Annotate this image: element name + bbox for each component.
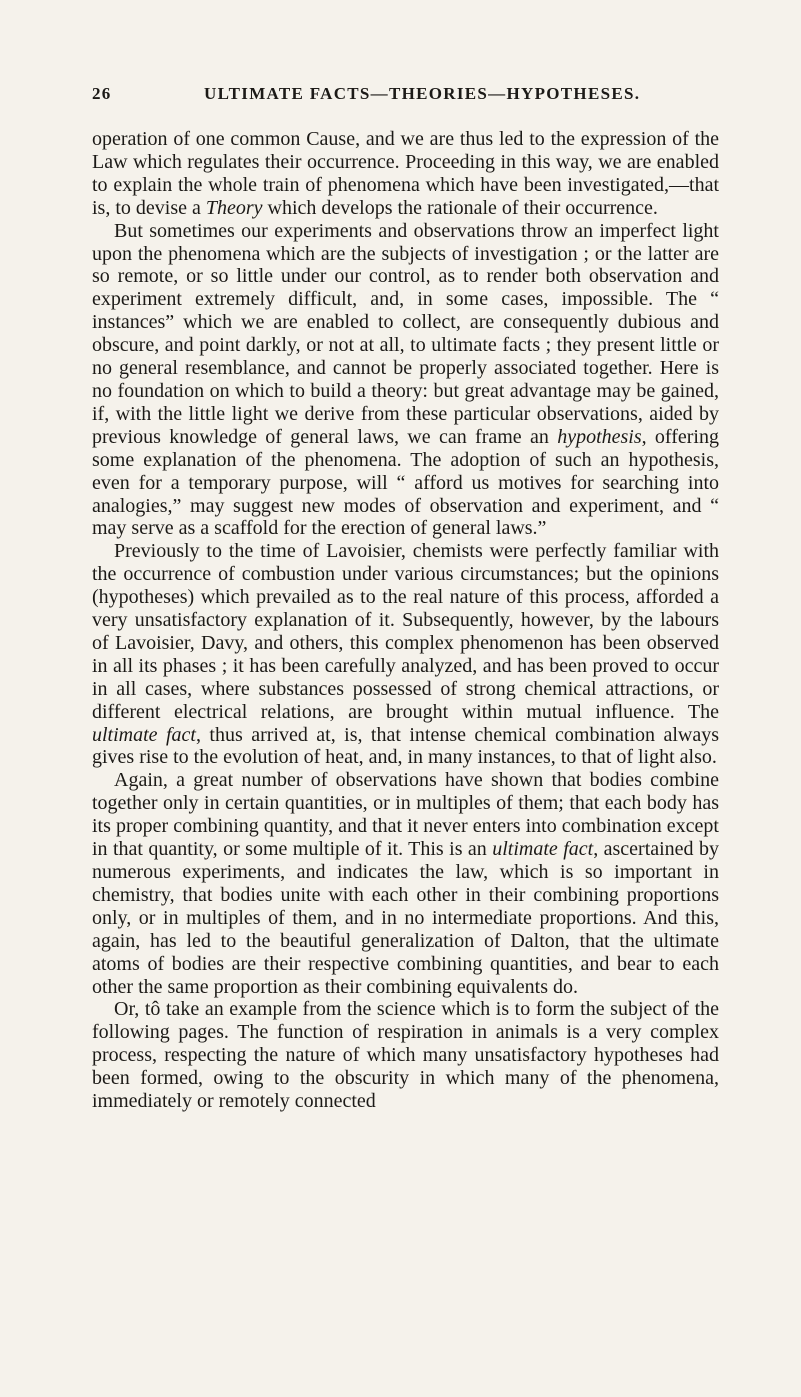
text-run: , ascertained by numerous experiments, and indicates the law, which is so important in chemistry, that bodies unite with each other in their combining proportions only, or in multiples of them, and in no intermediate proportions. And this, again, has led to the beautiful generalization of Dalton, that the ultimate atoms of bodies are their respective combining quantities, and bear to each other the same proportion as their combining equivalents do. xyxy=(92,838,719,998)
italic-term-hypothesis: hypothesis xyxy=(557,425,642,448)
text-run: , offering some explanation of the phenomena. The adoption of such an hypothesis, even for a temporary purpose, will “ afford us motives for searching into analogies,” may suggest new modes of observation and experiment, and “ may serve as a scaffold for the erection of general laws.” xyxy=(92,425,719,540)
running-header xyxy=(92,84,716,110)
text-run: operation of one common Cause, and we are thus led to the expression of the Law which regulates their occurrence. Proceeding in this way, we are enabled to explain the whole train of phenomena which have been investigated,—that is, to devise a xyxy=(92,128,719,219)
paragraph-3 xyxy=(92,540,719,769)
text-run: Or, tô take an example from the science which is to form the subject of the following pages. The function of respiration in animals is a very complex process, respecting the nature of which many unsatisfactory hypotheses had been formed, owing to the obscurity in which many of the phenomena, immediately or remotely connected xyxy=(92,998,719,1113)
text-run: which develops the rationale of their occurrence. xyxy=(262,196,658,219)
text-run: , thus arrived at, is, that intense chemical combination always gives rise to the evolution of heat, and, in many instances, to that of light also. xyxy=(92,723,719,769)
running-title: ULTIMATE FACTS—THEORIES—HYPOTHESES. xyxy=(204,84,641,103)
paragraph-2 xyxy=(92,220,719,541)
text-run: Again, a great number of observations have shown that bodies combine together only in certain quantities, or in multiples of them; that each body has its proper combining quantity, and that it never enters into combination except in that quantity, or some multiple of it. This is an xyxy=(92,769,719,861)
page-number: 26 xyxy=(92,84,112,103)
paragraph-5 xyxy=(92,998,719,1113)
italic-term-theory: Theory xyxy=(205,196,263,219)
text-run: Previously to the time of Lavoisier, chemists were perfectly familiar with the occurrence of combustion under various circumstances; but the opinions (hypotheses) which prevailed as to the real nature of this process, afforded a very unsatisfactory explanation of it. Subsequently, however, by the labours of Lavoisier, Davy, and others, this complex phenomenon has been observed in all its phases ; it has been carefully analyzed, and has been proved to occur in all cases, where substances possessed of strong chemical attractions, or different electrical relations, are brought within mutual influence. The xyxy=(92,540,719,723)
italic-term-ultimate-fact: ultimate fact xyxy=(492,838,594,861)
italic-term-ultimate-fact: ultimate fact xyxy=(92,723,196,746)
paragraph-1 xyxy=(92,128,719,220)
text-run: But sometimes our experiments and observations throw an imperfect light upon the phenomena which are the subjects of investigation ; or the latter are so remote, or so little under our control, as to render both observation and experiment extremely difficult, and, in some cases, impossible. The “ instances” which we are enabled to collect, are consequently dubious and obscure, and point darkly, or not at all, to ultimate facts ; they present little or no general resemblance, and cannot be properly associated together. Here is no foundation on which to build a theory: but great advantage may be gained, if, with the little light we derive from these particular observations, aided by previous knowledge of general laws, we can frame an xyxy=(92,219,719,448)
body-text xyxy=(92,128,719,1113)
paragraph-4 xyxy=(92,769,719,998)
